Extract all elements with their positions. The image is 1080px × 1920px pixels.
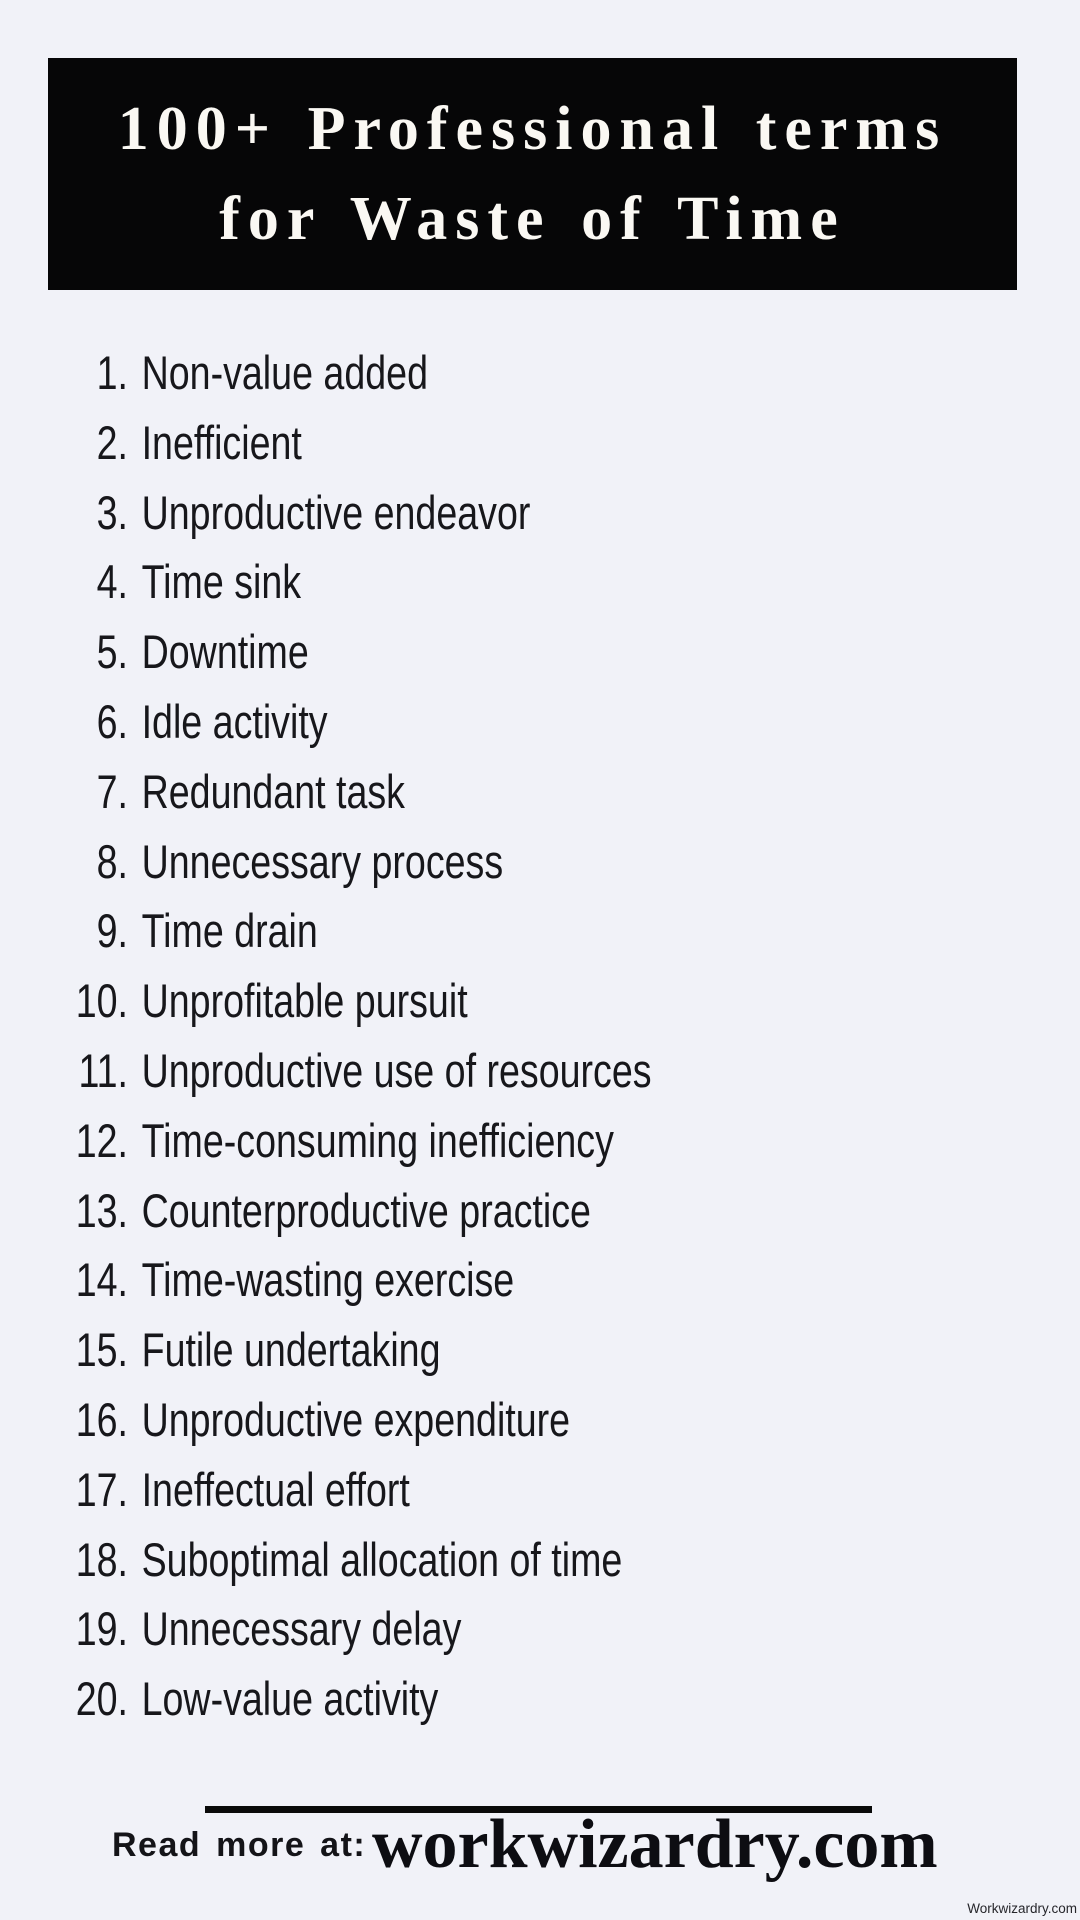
- item-number: 13.: [75, 1183, 128, 1237]
- item-number: 5.: [96, 625, 128, 679]
- item-number: 15.: [75, 1323, 128, 1377]
- list-item: [40, 338, 652, 408]
- item-label: Unproductive endeavor: [141, 485, 531, 539]
- list-item: [40, 547, 652, 617]
- item-label: Redundant task: [141, 764, 405, 818]
- item-label: Non-value added: [141, 346, 428, 399]
- item-label: Unprofitable pursuit: [141, 974, 468, 1028]
- terms-list: [40, 338, 652, 1734]
- item-number: 18.: [75, 1532, 128, 1586]
- item-label: Time sink: [141, 555, 302, 609]
- list-item: [40, 827, 652, 897]
- item-label: Time drain: [141, 904, 318, 958]
- item-number: 19.: [75, 1602, 128, 1656]
- list-item: [40, 757, 652, 827]
- item-label: Unproductive expenditure: [141, 1392, 571, 1446]
- list-item: [40, 1455, 652, 1525]
- list-item: [40, 617, 652, 687]
- item-number: 16.: [75, 1392, 128, 1446]
- item-label: Futile undertaking: [141, 1323, 441, 1377]
- list-item: [40, 896, 652, 966]
- item-label: Idle activity: [141, 694, 328, 748]
- item-number: 6.: [96, 694, 128, 748]
- list-item: [40, 1176, 652, 1246]
- list-item: [40, 687, 652, 757]
- item-number: 7.: [96, 764, 128, 818]
- item-label: Unproductive use of resources: [141, 1043, 652, 1097]
- page-title-line-1: 100+ Professional terms: [117, 95, 948, 163]
- site-link[interactable]: workwizardry.com: [372, 1806, 938, 1883]
- item-number: 20.: [75, 1672, 128, 1726]
- item-label: Unnecessary process: [141, 834, 504, 888]
- item-label: Counterproductive practice: [141, 1183, 591, 1237]
- list-item: [40, 478, 652, 548]
- list-item: [40, 1036, 652, 1106]
- watermark-credit: Workwizardry.com: [967, 1901, 1077, 1916]
- item-number: 17.: [75, 1462, 128, 1516]
- item-number: 4.: [96, 555, 128, 609]
- item-number: 9.: [96, 904, 128, 958]
- list-item: [40, 1106, 652, 1176]
- read-more-label: Read more at:: [112, 1826, 367, 1864]
- item-number: 3.: [96, 485, 128, 539]
- list-item: [40, 1385, 652, 1455]
- title-banner: [48, 58, 1017, 290]
- list-item: [40, 1245, 652, 1315]
- item-label: Ineffectual effort: [141, 1462, 410, 1516]
- item-label: Inefficient: [141, 415, 302, 469]
- list-item: [40, 1525, 652, 1595]
- page-title-line-2: for Waste of Time: [219, 185, 846, 253]
- item-number: 11.: [78, 1043, 128, 1097]
- list-item: [40, 1594, 652, 1664]
- item-label: Suboptimal allocation of time: [141, 1532, 623, 1586]
- list-item: [40, 966, 652, 1036]
- item-number: 2.: [96, 415, 128, 469]
- item-label: Downtime: [141, 625, 309, 679]
- item-number: 8.: [96, 834, 128, 888]
- item-number: 12.: [75, 1113, 128, 1167]
- list-item: [40, 1315, 652, 1385]
- item-label: Unnecessary delay: [141, 1602, 462, 1656]
- item-label: Low-value activity: [141, 1672, 439, 1726]
- item-number: 10.: [75, 974, 128, 1028]
- list-item: [40, 1664, 652, 1734]
- item-label: Time-wasting exercise: [141, 1253, 515, 1307]
- item-number: 1.: [96, 346, 128, 399]
- item-number: 14.: [75, 1253, 128, 1307]
- list-item: [40, 408, 652, 478]
- item-label: Time-consuming inefficiency: [141, 1113, 614, 1167]
